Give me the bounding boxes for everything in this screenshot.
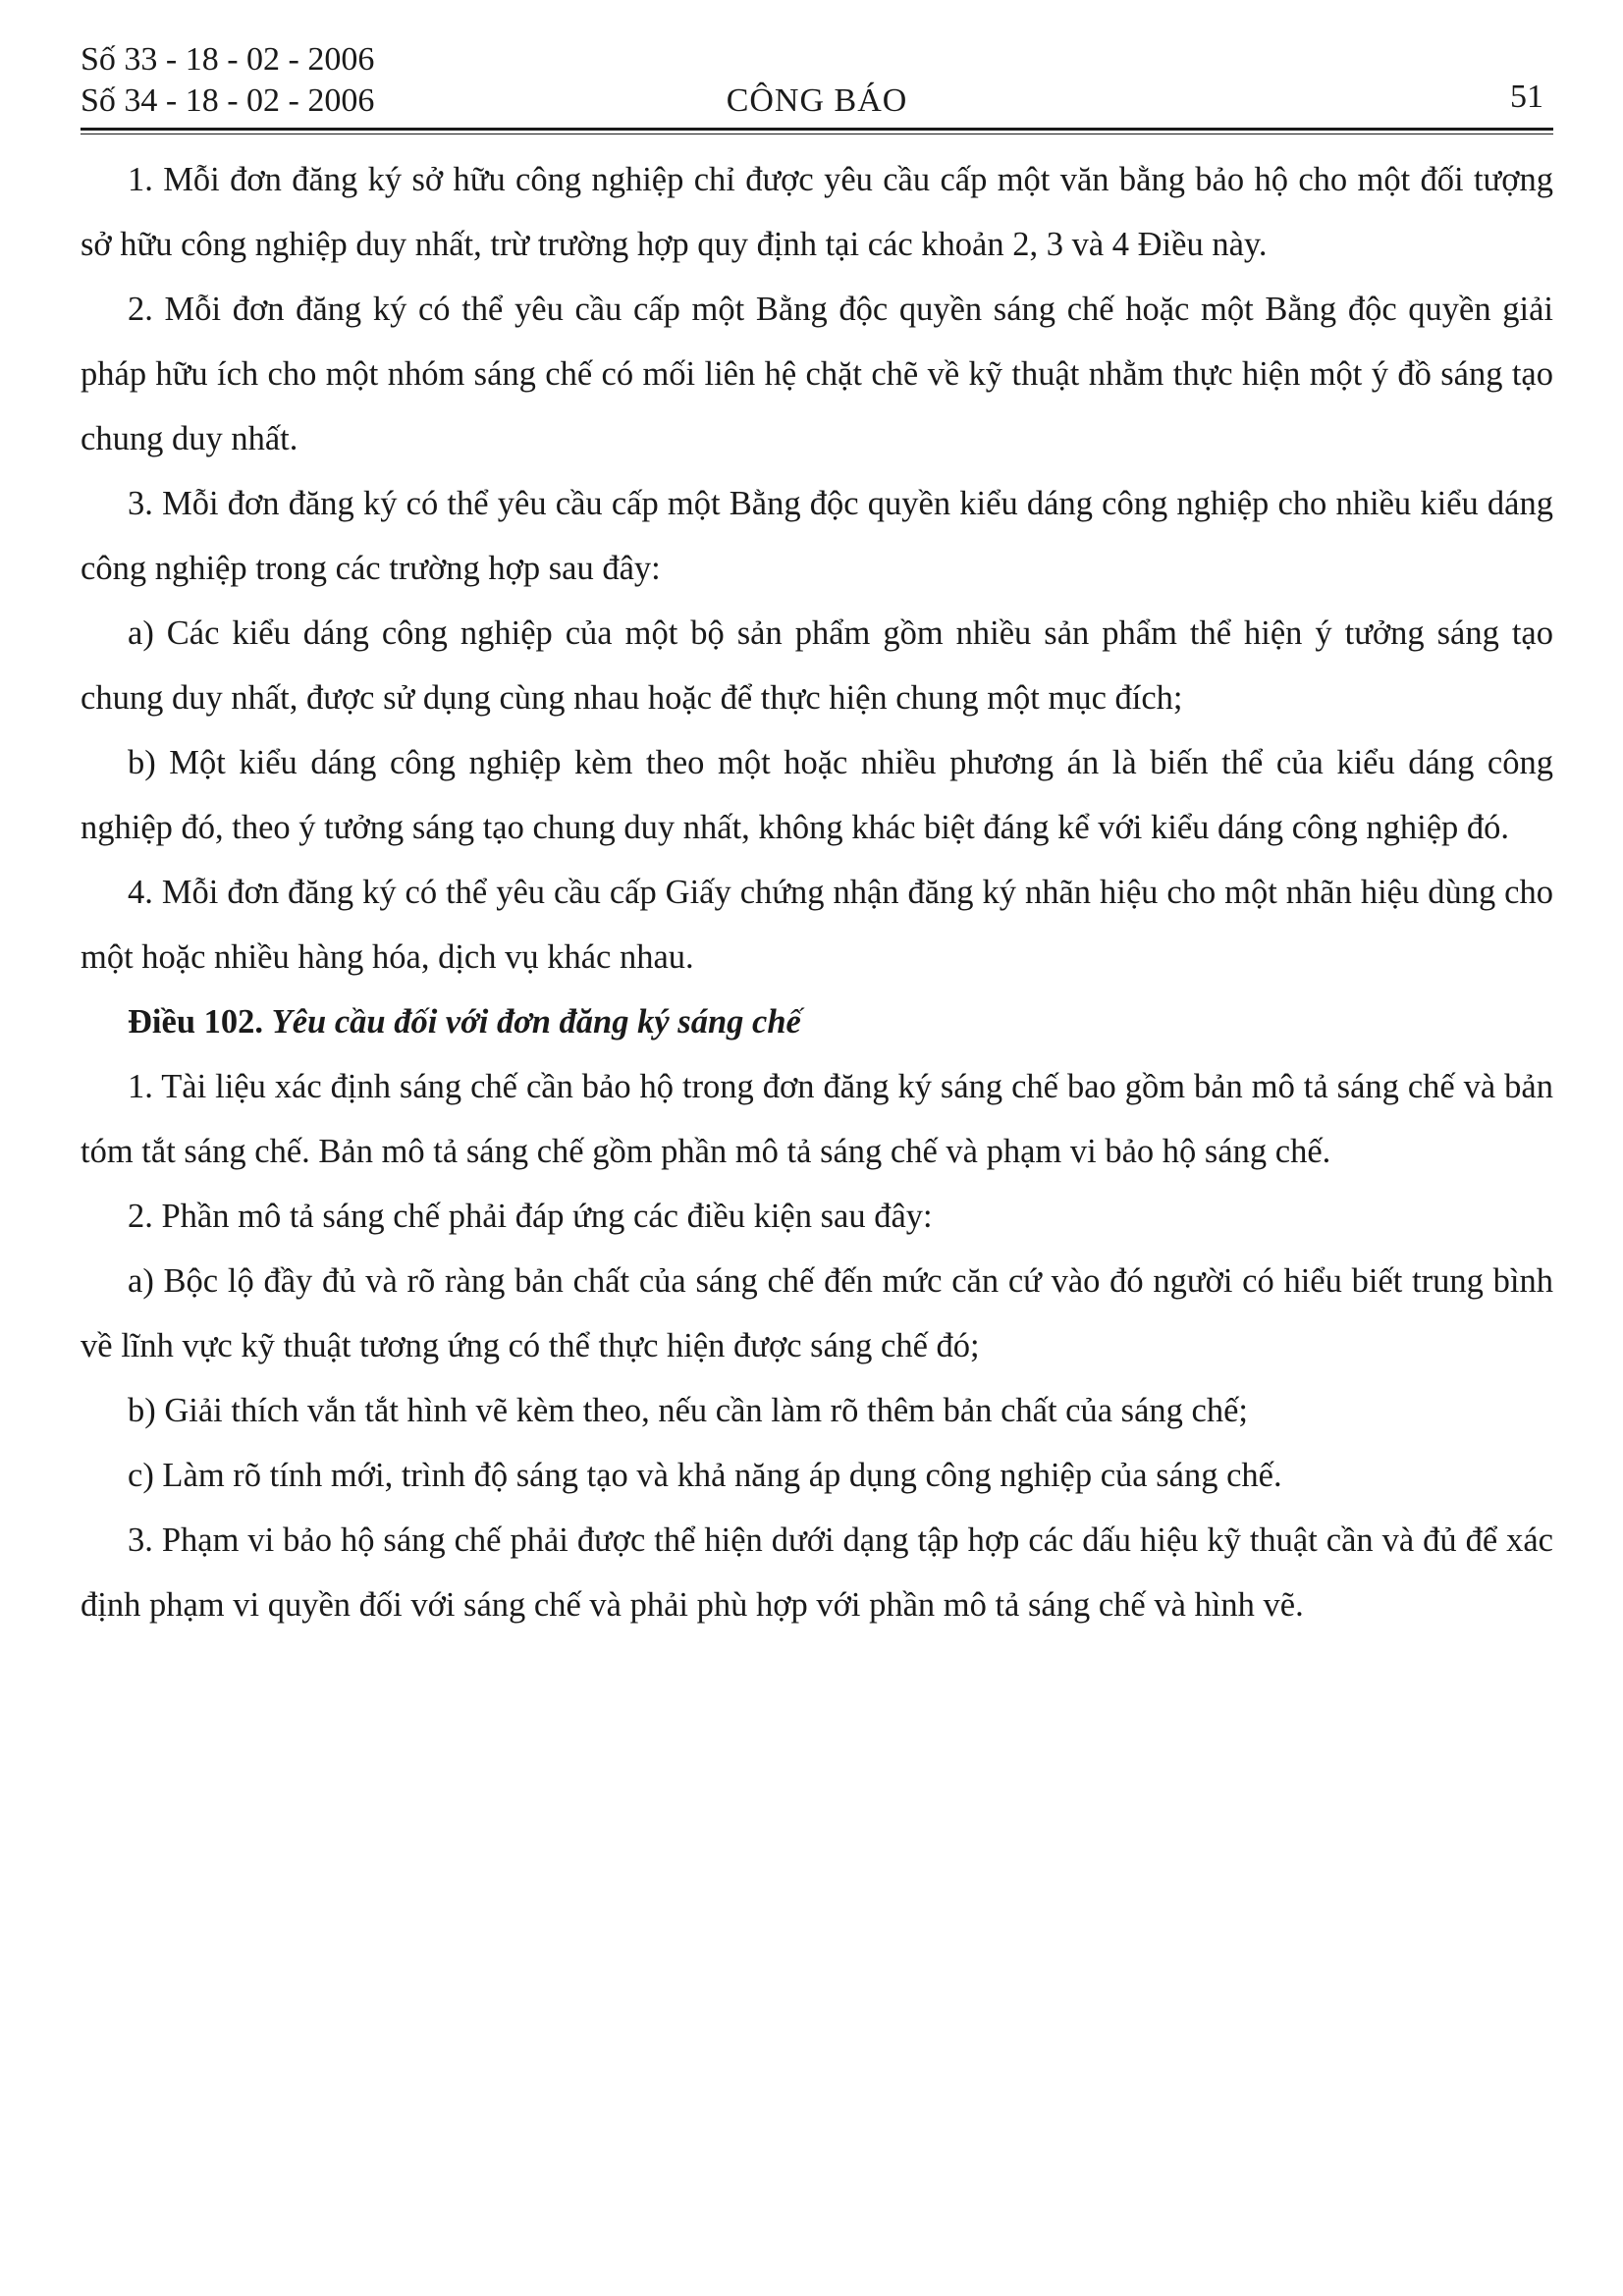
page-header [81, 39, 1553, 124]
paragraph: 2. Mỗi đơn đăng ký có thể yêu cầu cấp một Bằng độc quyền sáng chế hoặc một Bằng độc quyền giải pháp hữu ích cho một nhóm sáng chế có mối liên hệ chặt chẽ về kỹ thuật nhằm thực hiện một ý đồ sáng tạo chung duy nhất. [81, 291, 1553, 457]
issue-line-2: Số 34 - 18 - 02 - 2006 [81, 82, 375, 119]
document-body [81, 147, 1553, 1637]
paragraph: 4. Mỗi đơn đăng ký có thể yêu cầu cấp Giấy chứng nhận đăng ký nhãn hiệu cho một nhãn hiệu dùng cho một hoặc nhiều hàng hóa, dịch vụ khác nhau. [81, 874, 1553, 976]
article-number: Điều 102. [128, 1003, 263, 1041]
paragraph: b) Một kiểu dáng công nghiệp kèm theo một hoặc nhiều phương án là biến thể của kiểu dáng công nghiệp đó, theo ý tưởng sáng tạo chung duy nhất, không khác biệt đáng kể với kiểu dáng công nghiệp đó. [81, 744, 1553, 846]
page-number: 51 [1510, 79, 1543, 115]
paragraph: a) Các kiểu dáng công nghiệp của một bộ sản phẩm gồm nhiều sản phẩm thể hiện ý tưởng sáng tạo chung duy nhất, được sử dụng cùng nhau hoặc để thực hiện chung một mục đích; [81, 614, 1553, 717]
publication-title: CÔNG BÁO [726, 82, 908, 119]
issue-line-1: Số 33 - 18 - 02 - 2006 [81, 41, 375, 78]
header-rule-thin [81, 133, 1553, 134]
header-rule [81, 128, 1553, 131]
paragraph: 1. Tài liệu xác định sáng chế cần bảo hộ trong đơn đăng ký sáng chế bao gồm bản mô tả sáng chế và bản tóm tắt sáng chế. Bản mô tả sáng chế gồm phần mô tả sáng chế và phạm vi bảo hộ sáng chế. [81, 1068, 1553, 1170]
paragraph: b) Giải thích vắn tắt hình vẽ kèm theo, nếu cần làm rõ thêm bản chất của sáng chế; [128, 1392, 1248, 1429]
article-heading [81, 989, 1553, 1054]
paragraph: 2. Phần mô tả sáng chế phải đáp ứng các điều kiện sau đây: [128, 1198, 933, 1235]
document-page [81, 39, 1553, 1624]
paragraph: 3. Mỗi đơn đăng ký có thể yêu cầu cấp một Bằng độc quyền kiểu dáng công nghiệp cho nhiều kiểu dáng công nghiệp trong các trường hợp sau đây: [81, 485, 1553, 587]
paragraph: c) Làm rõ tính mới, trình độ sáng tạo và khả năng áp dụng công nghiệp của sáng chế. [128, 1457, 1282, 1494]
article-title: Yêu cầu đối với đơn đăng ký sáng chế [271, 1003, 801, 1041]
paragraph: 1. Mỗi đơn đăng ký sở hữu công nghiệp chỉ được yêu cầu cấp một văn bằng bảo hộ cho một đối tượng sở hữu công nghiệp duy nhất, trừ trường hợp quy định tại các khoản 2, 3 và 4 Điều này. [81, 161, 1553, 263]
paragraph: a) Bộc lộ đầy đủ và rõ ràng bản chất của sáng chế đến mức căn cứ vào đó người có hiểu biết trung bình về lĩnh vực kỹ thuật tương ứng có thể thực hiện được sáng chế đó; [81, 1262, 1553, 1364]
paragraph: 3. Phạm vi bảo hộ sáng chế phải được thể hiện dưới dạng tập hợp các dấu hiệu kỹ thuật cần và đủ để xác định phạm vi quyền đối với sáng chế và phải phù hợp với phần mô tả sáng chế và hình vẽ. [81, 1522, 1553, 1624]
